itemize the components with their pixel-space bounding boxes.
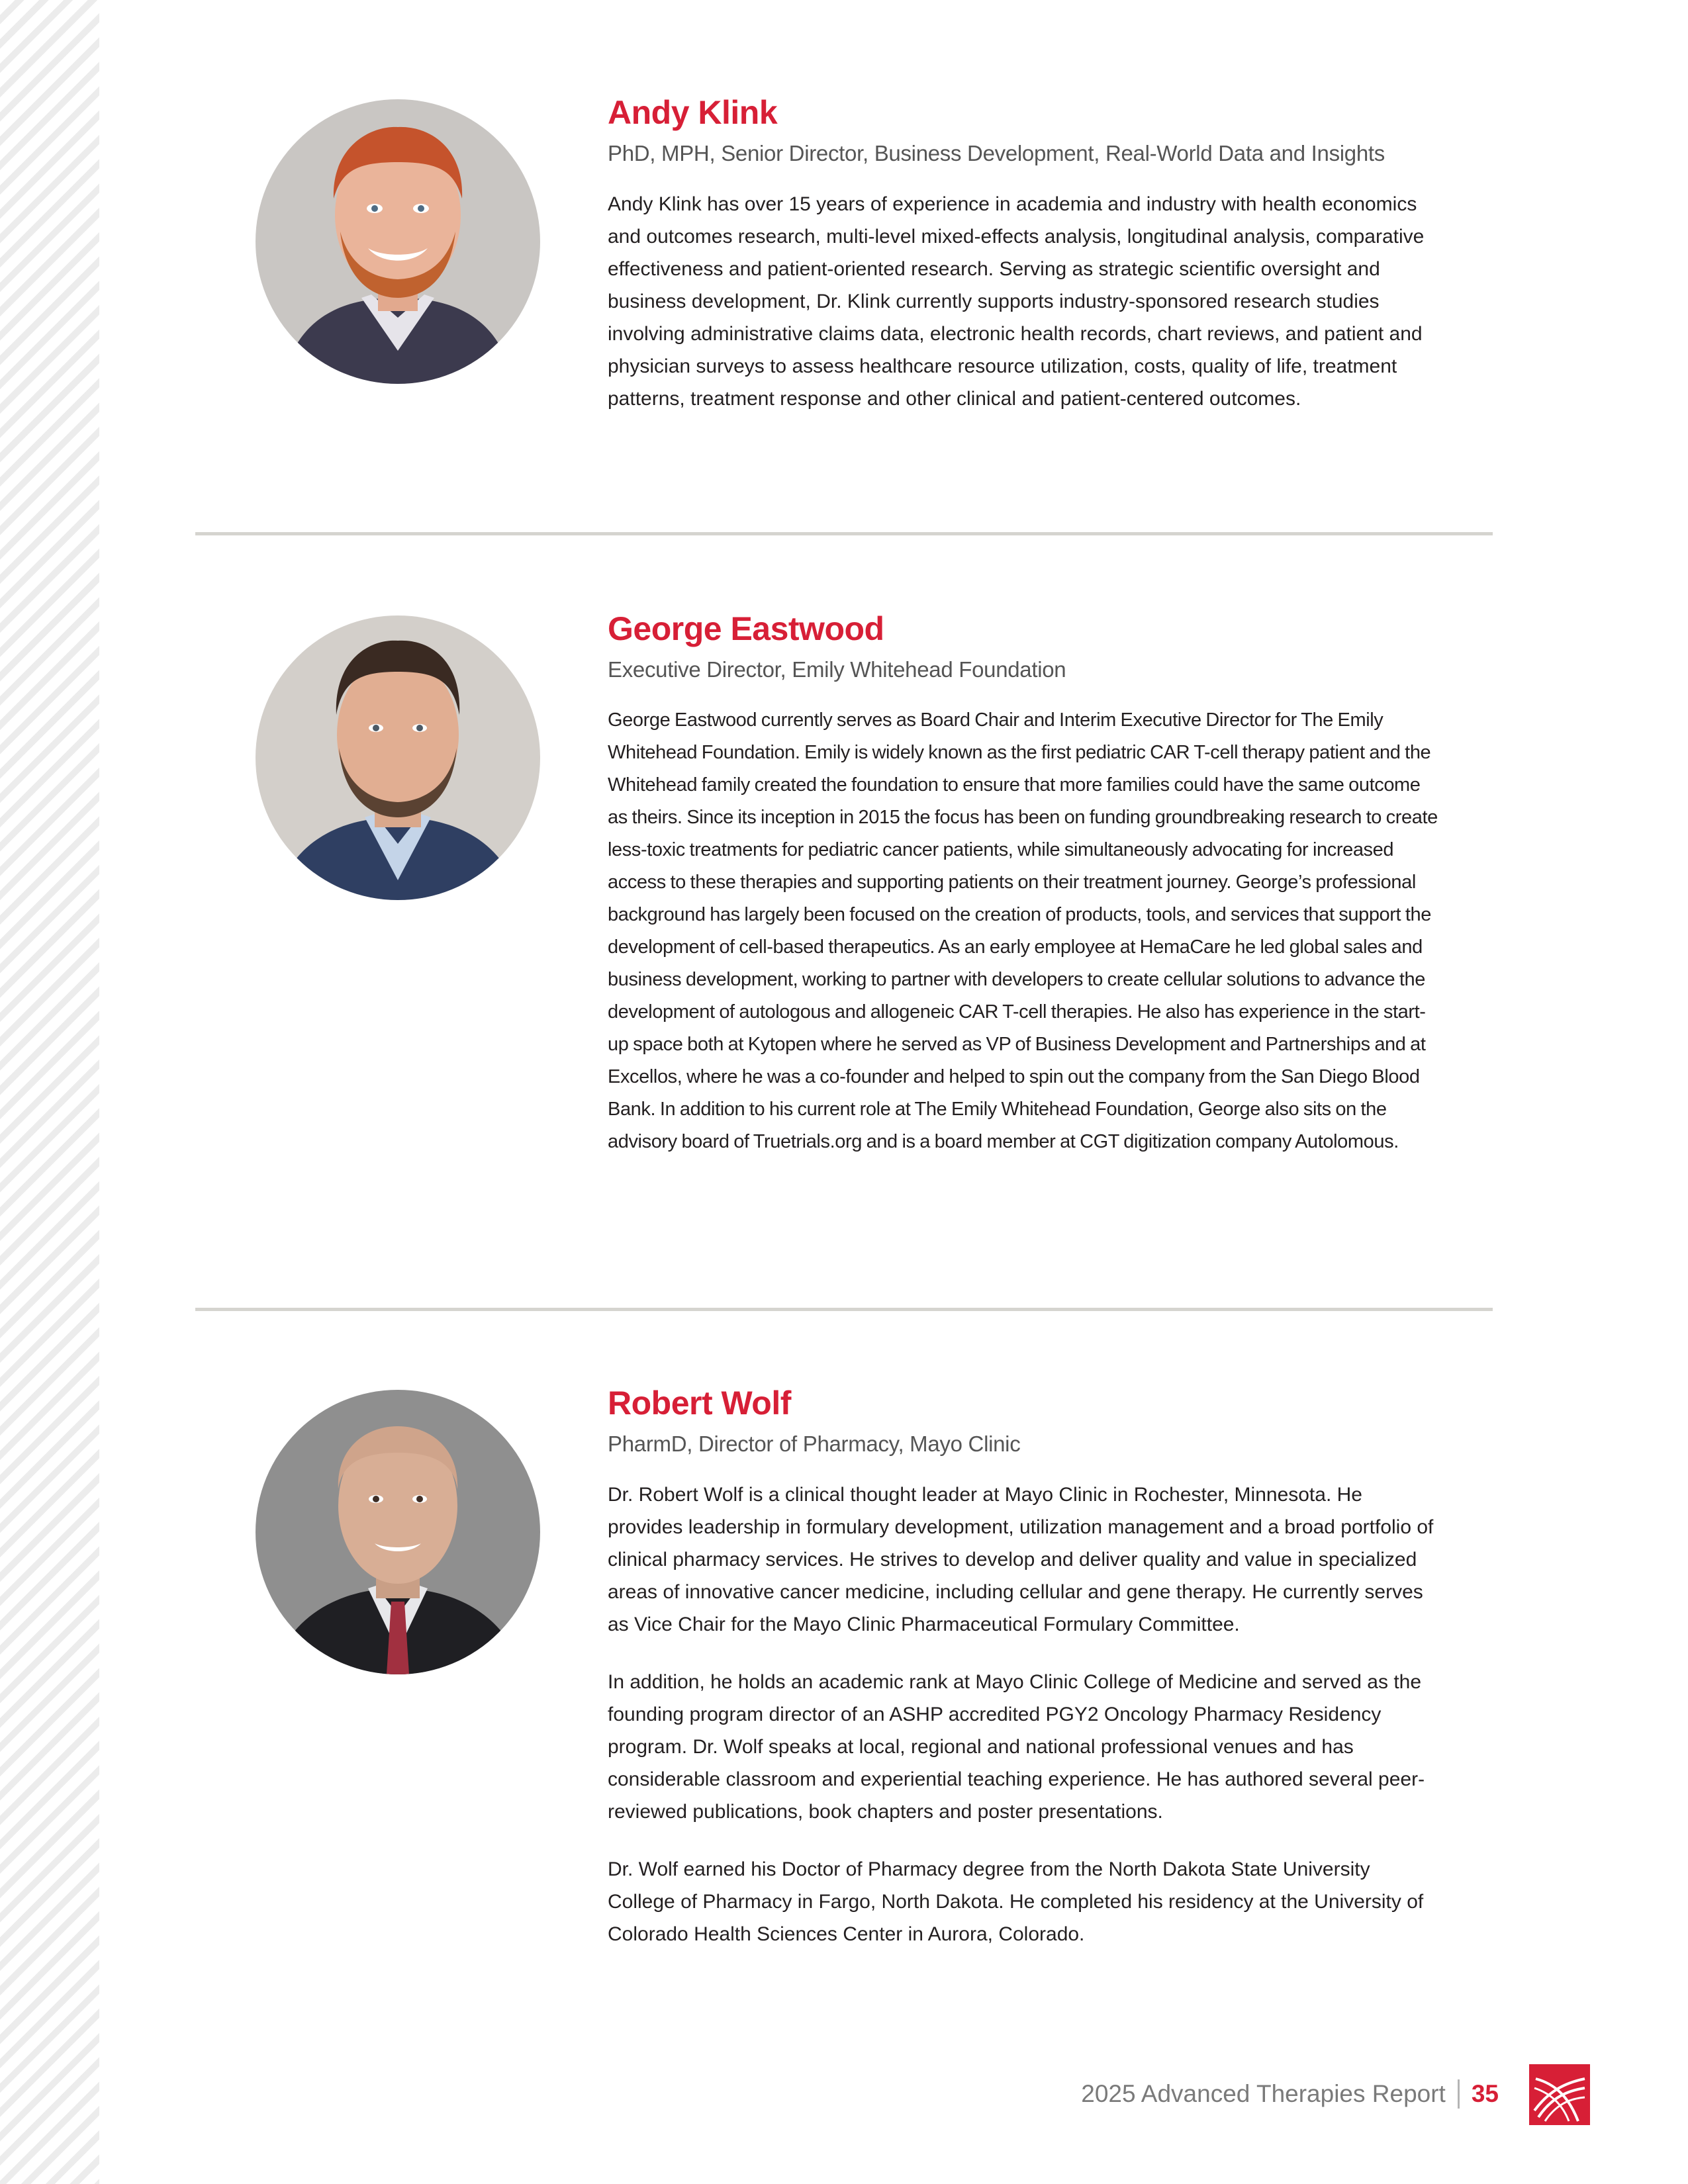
section-divider	[195, 1308, 1493, 1311]
page-number: 35	[1471, 2080, 1499, 2107]
profile-bio-paragraph: Dr. Wolf earned his Doctor of Pharmacy degree from the North Dakota State University College of Pharmacy in Fargo, North Dakota. He completed his residency at the University of Colorado Health Sciences Center in Aurora, Colorado.	[608, 1858, 1424, 1945]
profile-bio-paragraph: Andy Klink has over 15 years of experience in academia and industry with health economics and outcomes research, multi-level mixed-effects analysis, longitudinal analysis, comparative effectiveness and patient-oriented research. Serving as strategic scientific oversight and business development, Dr. Klink currently supports industry-sponsored research studies involving administrative claims data, electronic health records, chart reviews, and patient and physician surveys to assess healthcare resource utilization, costs, quality of life, treatment patterns, treatment response and other clinical and patient-centered outcomes.	[608, 193, 1425, 410]
profile-title: PharmD, Director of Pharmacy, Mayo Clinic	[608, 1432, 1021, 1456]
profile-text-andy-klink	[608, 93, 1442, 415]
profile-name: Andy Klink	[608, 94, 778, 131]
profile-title: PhD, MPH, Senior Director, Business Development, Real-World Data and Insights	[608, 141, 1385, 165]
profile-text-robert-wolf	[608, 1383, 1442, 1950]
profile-title: Executive Director, Emily Whitehead Foundation	[608, 657, 1066, 682]
headshot-photo-andy-klink	[256, 99, 540, 384]
decorative-stripe-margin	[0, 0, 99, 2184]
report-title: 2025 Advanced Therapies Report	[1081, 2080, 1446, 2107]
profile-text-george-eastwood	[608, 609, 1442, 1158]
profile-bio-paragraph: George Eastwood currently serves as Board Chair and Interim Executive Director for The Emily Whitehead Foundation. Emily is widely known as the first pediatric CAR T-cell therapy patient and the Whitehead family created the foundation to ensure that more families could have the same outcome as theirs. Since its inception in 2015 the focus has been on funding groundbreaking research to create less-toxic treatments for pediatric cancer patients, while simultaneously advocating for increased access to these therapies and supporting patients on their treatment journey. George’s professional background has largely been focused on the creation of products, tools, and services that support the development of cell-based therapeutics. As an early employee at HemaCare he led global sales and business development, working to partner with developers to create cellular solutions to advance the development of autologous and allogeneic CAR T-cell therapies. He also has experience in the start-up space both at Kytopen where he served as VP of Business Development and Partnerships and at Excellos, where he was a co-founder and helped to spin out the company from the San Diego Blood Bank. In addition to his current role at The Emily Whitehead Foundation, George also sits on the advisory board of Truetrials.org and is a board member at CGT digitization company Autolomous.	[608, 709, 1438, 1152]
footer-separator	[1458, 2079, 1460, 2109]
profile-name: George Eastwood	[608, 610, 884, 647]
section-divider	[195, 532, 1493, 535]
cardinal-health-logo-icon	[1529, 2064, 1590, 2125]
profile-bio-paragraph: Dr. Robert Wolf is a clinical thought leader at Mayo Clinic in Rochester, Minnesota. He provides leadership in formulary development, utilization management and a broad portfolio of clinical pharmacy services. He strives to develop and deliver quality and value in specialized areas of innovative cancer medicine, including cellular and gene therapy. He currently serves as Vice Chair for the Mayo Clinic Pharmaceutical Formulary Committee.	[608, 1484, 1434, 1635]
headshot-photo-george-eastwood	[256, 615, 540, 900]
profile-name: Robert Wolf	[608, 1385, 791, 1422]
page-footer	[1081, 2075, 1499, 2113]
profile-bio-paragraph: In addition, he holds an academic rank at Mayo Clinic College of Medicine and served as the founding program director of an ASHP accredited PGY2 Oncology Pharmacy Residency program. Dr. Wolf speaks at local, regional and national professional venues and has considerable classroom and experiential teaching experience. He has authored several peer-reviewed publications, book chapters and poster presentations.	[608, 1671, 1425, 1823]
headshot-photo-robert-wolf	[256, 1390, 540, 1674]
